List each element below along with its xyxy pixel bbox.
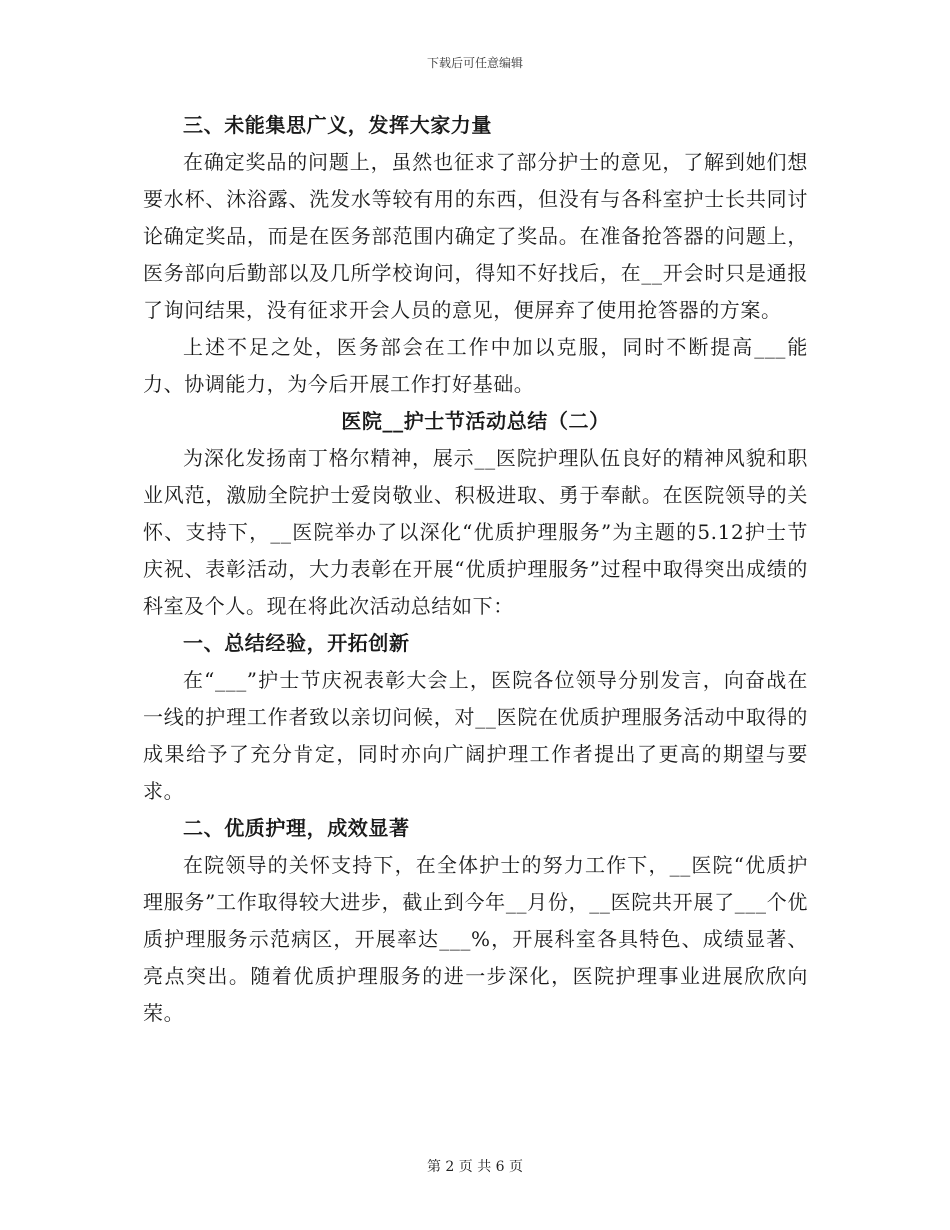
document-body bbox=[143, 107, 808, 1032]
paragraph-meeting: 在“___”护士节庆祝表彰大会上，医院各位领导分别发言，向奋战在一线的护理工作者致以亲切问候，对__医院在优质护理服务活动中取得的成果给予了充分肯定，同时亦向广阔护理工作者提出了更高的期望与要求。 bbox=[143, 668, 808, 803]
section-heading-1: 一、总结经验，开拓创新 bbox=[183, 631, 410, 655]
document-subtitle: 医院__护士节活动总结（二） bbox=[341, 409, 610, 433]
section-heading-3: 三、未能集思广义，发挥大家力量 bbox=[183, 113, 492, 137]
paragraph-prizes: 在确定奖品的问题上，虽然也征求了部分护士的意见，了解到她们想要水杯、沐浴露、洗发水等较有用的东西，但没有与各科室护士长共同讨论确定奖品，而是在医务部范围内确定了奖品。在准备抢答器的问题上，医务部向后勤部以及几所学校询问，得知不好找后，在__开会时只是通报了询问结果，没有征求开会人员的意见，便屏弃了使用抢答器的方案。 bbox=[143, 150, 808, 322]
page-footer: 第 2 页 共 6 页 bbox=[426, 1159, 524, 1175]
paragraph-intro: 为深化发扬南丁格尔精神，展示__医院护理队伍良好的精神风貌和职业风范，激励全院护士爱岗敬业、积极进取、勇于奉献。在医院领导的关怀、支持下，__医院举办了以深化“优质护理服务”为主题的5.12护士节庆祝、表彰活动，大力表彰在开展“优质护理服务”过程中取得突出成绩的科室及个人。现在将此次活动总结如下： bbox=[143, 446, 808, 618]
paragraph-results: 在院领导的关怀支持下，在全体护士的努力工作下，__医院“优质护理服务”工作取得较大进步，截止到今年__月份，__医院共开展了___个优质护理服务示范病区，开展率达___%，开展科室各具特色、成绩显著、亮点突出。随着优质护理服务的进一步深化，医院护理事业进展欣欣向荣。 bbox=[143, 853, 808, 1025]
section-heading-2: 二、优质护理，成效显著 bbox=[183, 816, 410, 840]
paragraph-shortcomings: 上述不足之处，医务部会在工作中加以克服，同时不断提高___能力、协调能力，为今后开展工作打好基础。 bbox=[143, 335, 808, 396]
page-header: 下载后可任意编辑 bbox=[426, 56, 523, 70]
